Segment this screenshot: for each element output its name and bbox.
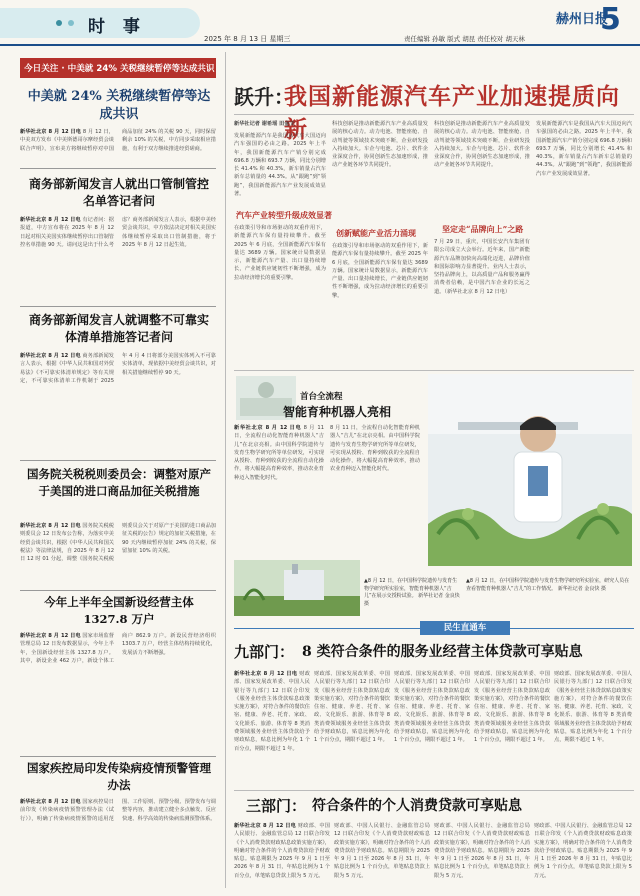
divider	[20, 590, 216, 591]
h1-headline: 8 类符合条件的服务业经营主体贷款可享贴息	[302, 644, 583, 660]
headline-unreliable-entity: 商务部新闻发言人就调整不可靠实体清单措施答记者问	[28, 313, 209, 344]
robot-caption-left: ▲8 月 12 日，在中国科学院遗传与发育生物学研究所实验室，智能育种机器人“吉儿”在展示交授粉试验。 新华社记者 金良快 摄	[364, 578, 460, 607]
robot-headline: 智能育种机器人亮相	[282, 405, 391, 419]
article-unreliable-entity-body	[20, 352, 216, 456]
lab-researcher-photo	[428, 374, 632, 566]
article-text: 商务部新闻发言人表示，根据《中华人民共和国对外贸易法》《不可靠实体清单规定》等有关规定，不可靠实体清单工作机制于 2025 年 4 月 4 日将部分美国实体列入不可靠实体清单，现依据中美经贸会谈共识，对相关措施继续暂停 90 天。	[20, 353, 216, 384]
divider	[234, 114, 634, 115]
robot-kicker: 首台全流程	[300, 392, 343, 402]
subhead-innovation: 创新赋能产业活力涌现	[336, 228, 416, 238]
subhead-upgrade: 汽车产业转型升级成效显著	[236, 210, 332, 220]
headline-tariff-commission: 国务院关税税则委员会：调整对原产于美国的进口商品加征关税措施	[27, 467, 211, 498]
today-focus-banner: 今日关注 · 中美就 24% 关税继续暂停等达成共识	[20, 58, 216, 78]
divider	[234, 790, 634, 791]
section-tab	[0, 8, 200, 38]
page-header	[0, 0, 640, 46]
article-text: 财政部、中国人民银行、金融监管总局 12 日联合印发《个人消费贷款财政贴息政策实施方案》，明确对符合条件的个人消费贷款给予财政贴息。贴息期限为 2025 年 9 月 1 日至 2026 年 8 月 31 日，年贴息比例为 1 个百分点，单笔贴息贷款上限为 5 万元。	[234, 823, 330, 879]
main-col4-upper: 科技创新是推动新能源汽车产业高质量发展的核心动力。动力电池、智能座舱、自动驾驶等领域技术突破不断，企业研发投入持续加大。车企与电池、芯片、软件企业深度合作，协同创新生态加速形成，推动产业链各环节共同提升。	[434, 121, 530, 169]
decor-dot	[68, 20, 74, 26]
divider	[20, 460, 216, 461]
reporters-line: 新华社记者 谢希瑶 田金文	[234, 121, 295, 127]
byline: 新华社北京 8 月 12 日电	[20, 633, 81, 639]
article-disease-warning-body	[20, 798, 216, 890]
byline: 新华社北京 8 月 12 日电	[20, 129, 82, 135]
article-text: 8 月 12 日，中美双方发布《中美斯德哥尔摩经贸会谈联合声明》，宣布美方将继续暂停对中国商品加征 24% 的关税 90 天，同时保留剩余 10% 的关税，中方同步采取相应措施，有利于双方继续推进经贸磋商。	[20, 129, 216, 152]
byline: 新华社北京 8 月 12 日电	[234, 425, 302, 431]
divider	[20, 756, 216, 757]
headline-new-entities: 今年上半年全国新设经营主体 1327.8 万户	[44, 595, 194, 626]
main-col1-text: 发展新能源汽车是我国从汽车大国迈向汽车强国的必由之路。2025 年上半年，我国新能源汽车产销分别完成 696.8 万辆和 693.7 万辆，同比分别增长 41.4% 和 40.3%，新车销量占汽车新车总销量的 44.3%。从“跟跑”到“领跑”，我国新能源汽车产业发展成效显著。	[234, 133, 326, 198]
robot-text-col1	[234, 424, 324, 554]
headline-tariff: 中美就 24% 关税继续暂停等达成共识	[27, 89, 211, 122]
column-divider	[225, 52, 226, 888]
editors-credit: 责任编辑 孙敏 版式 胡昆 责任校对 胡天林	[404, 35, 525, 43]
article-text: 国家疾控局日前印发《传染病疫情预警管理办法（试行）》，明确了传染病疫情预警的适用范围、工作原则、预警分级、预警发布与调整等内容，推动建立健全多点触发、反应快速、科学高效的传染病监测预警体系。	[20, 799, 216, 822]
article-text: 财政部、国家发展改革委、中国人民银行等九部门 12 日联合印发《服务业经营主体贷款贴息政策实施方案》，对符合条件的餐饮住宿、健康、养老、托育、家政、文化娱乐、旅游、体育等 8 类消费领域服务业经营主体贷款给予财政贴息，贴息比例为年化 1 个百分点，期限不超过 1 年。	[234, 671, 310, 752]
divider	[20, 168, 216, 169]
divider	[234, 370, 634, 371]
article-tariff-commission-body	[20, 522, 216, 588]
subhead-brand: 坚定走“品牌向上”之路	[442, 224, 524, 234]
byline: 新华社北京 8 月 12 日电	[20, 217, 81, 223]
article-text: 国家市场监督管理总局 12 日发布数据显示，今年上半年，全国新设经营主体 1327.8 万户。其中，新设企业 462 万户，新设个体工商户 862.9 万户。新设民营经济组织 1303.7 万户，经营主体结构持续优化，发展活力不断增强。	[20, 633, 216, 664]
divider	[20, 306, 216, 307]
h2-col4: 财政部、中国人民银行、金融监管总局 12 日联合印发《个人消费贷款财政贴息政策实施方案》，明确对符合条件的个人消费贷款给予财政贴息。贴息期限为 2025 年 9 月 1 日至 2026 年 8 月 31 日，年贴息比例为 1 个百分点，单笔贴息贷款上限为 5 万元。	[534, 823, 632, 879]
headline-disease-warning: 国家疾控局印发传染病疫情预警管理办法	[27, 761, 211, 792]
byline: 新华社北京 8 月 12 日电	[20, 353, 81, 359]
article-new-entities-body	[20, 632, 216, 754]
main-col3-lower: 在政策引导和市场驱动的双重作用下，新能源汽车保有量持续攀升。截至 2025 年 6 月底，全国新能源汽车保有量达 3689 万辆。国家统计局数据显示，新能源汽车产量、出口量持续增长，产业链供应链韧性不断增强，成为拉动经济增长的重要引擎。	[332, 243, 428, 299]
page-number: 5	[600, 2, 621, 37]
robot-text-col2: 8 月 11 日，全流程自动化智能育种机器人“吉儿”在北京亮相。由中国科学院遗传与发育生物学研究所等单位研发，可实现从授粉、育种到收获的全流程自动化操作，将大幅提高育种效率，推动农业育种迈入智能化时代。	[330, 425, 420, 473]
main-col4-lower: 7 月 29 日，重庆，中国长安汽车集团有限公司成立大会举行。近年来，国产新能源汽车品牌加快向高端化迈进，品牌价值和国际影响力显著提升。业内人士表示，坚持品牌向上，以高质量产品和服务赢得消费者信赖，是中国汽车企业的长远之道。（新华社北京 8 月 12 日电）	[434, 239, 530, 295]
main-col5-text: 发展新能源汽车是我国从汽车大国迈向汽车强国的必由之路。2025 年上半年，我国新能源汽车产销分别完成 696.8 万辆和 693.7 万辆，同比分别增长 41.4% 和 40.3%，新车销量占汽车新车总销量的 44.3%。从“跟跑”到“领跑”，我国新能源汽车产业发展成效显著。	[536, 121, 632, 177]
h2-headline: 符合条件的个人消费贷款可享贴息	[312, 798, 522, 814]
h2-col3: 财政部、中国人民银行、金融监管总局 12 日联合印发《个人消费贷款财政贴息政策实施方案》，明确对符合条件的个人消费贷款给予财政贴息。贴息期限为 2025 年 9 月 1 日至 2026 年 8 月 31 日，年贴息比例为 1 个百分点，单笔贴息贷款上限为 5 万元。	[434, 823, 530, 879]
article-export-control-body	[20, 216, 216, 302]
byline: 新华社北京 8 月 12 日电	[234, 823, 296, 829]
article-text: 有记者问：据报道，中方宣布将在 2025 年 8 月 12 日起对相关美国实体继续暂停出口管制管控名单措施 90 天。请问这是出于什么考虑？商务部新闻发言人表示，根据中美经贸会谈共识，中方依法决定对相关美国实体继续暂停采取出口管制措施，将于 2025 年 8 月 12 日起生效。	[20, 217, 216, 248]
main-col3-upper: 科技创新是推动新能源汽车产业高质量发展的核心动力。动力电池、智能座舱、自动驾驶等领域技术突破不断，企业研发投入持续加大。车企与电池、芯片、软件企业深度合作，协同创新生态加速形成，推动产业链各环节共同提升。	[332, 121, 428, 169]
byline: 新华社北京 8 月 12 日电	[20, 523, 81, 529]
h1-col3: 财政部、国家发展改革委、中国人民银行等九部门 12 日联合印发《服务业经营主体贷款贴息政策实施方案》，对符合条件的餐饮住宿、健康、养老、托育、家政、文化娱乐、旅游、体育等 8 类消费领域服务业经营主体贷款给予财政贴息，贴息比例为年化 1 个百分点，期限不超过 1 年。	[394, 671, 470, 744]
robot-caption-right: ▲8 月 12 日，在中国科学院遗传与发育生物学研究所实验室，研究人员在查看智能育种机器人“吉儿”的工作情况。 新华社记者 金良快 摄	[466, 578, 630, 592]
h2-col1	[234, 822, 330, 890]
main-col2-text: 在政策引导和市场驱动的双重作用下，新能源汽车保有量持续攀升。截至 2025 年 6 月底，全国新能源汽车保有量达 3689 万辆。国家统计局数据显示，新能源汽车产量、出口量持续增长，产业链供应链韧性不断增强，成为拉动经济增长的重要引擎。	[234, 225, 326, 281]
h2-col2: 财政部、中国人民银行、金融监管总局 12 日联合印发《个人消费贷款财政贴息政策实施方案》，明确对符合条件的个人消费贷款给予财政贴息。贴息期限为 2025 年 9 月 1 日至 2026 年 8 月 31 日，年贴息比例为 1 个百分点，单笔贴息贷款上限为 5 万元。	[334, 823, 430, 879]
article-text: 8 月 11 日，全流程自动化智能育种机器人“吉儿”在北京亮相。由中国科学院遗传与发育生物学研究所等单位研发，可实现从授粉、育种到收获的全流程自动化操作，将大幅提高育种效率，推动农业育种迈入智能化时代。	[234, 425, 324, 481]
byline: 新华社北京 8 月 12 日电	[234, 671, 298, 677]
headline-export-control: 商务部新闻发言人就出口管制管控名单答记者问	[28, 177, 209, 208]
h1-col5: 财政部、国家发展改革委、中国人民银行等九部门 12 日联合印发《服务业经营主体贷款贴息政策实施方案》，对符合条件的餐饮住宿、健康、养老、托育、家政、文化娱乐、旅游、体育等 8 类消费领域服务业经营主体贷款给予财政贴息，贴息比例为年化 1 个百分点，期限不超过 1 年。	[554, 671, 632, 744]
h1-col4: 财政部、国家发展改革委、中国人民银行等九部门 12 日联合印发《服务业经营主体贷款贴息政策实施方案》，对符合条件的餐饮住宿、健康、养老、托育、家政、文化娱乐、旅游、体育等 8 类消费领域服务业经营主体贷款给予财政贴息，贴息比例为年化 1 个百分点，期限不超过 1 年。	[474, 671, 550, 744]
header-rule	[0, 44, 640, 46]
article-tariff-body	[20, 128, 216, 162]
byline: 新华社北京 8 月 12 日电	[20, 799, 81, 805]
section-name: 时 事	[88, 17, 146, 37]
main-headline-kicker: 跃升：	[234, 85, 294, 109]
issue-date: 2025 年 8 月 13 日 星期三	[204, 35, 291, 43]
article-text: 国务院关税税则委员会 12 日发布公告称，为落实中美经贸会谈共识，根据《中华人民共和国关税法》等法律法规，自 2025 年 8 月 12 日 12 时 01 分起，调整《国务院关税税则委员会关于对原产于美国的进口商品加征关税的公告》规定的加征关税措施，在 90 天内继续暂停加征 24% 的关税，保留加征 10% 的关税。	[20, 523, 216, 563]
decor-dot	[56, 20, 62, 26]
h1-col2: 财政部、国家发展改革委、中国人民银行等九部门 12 日联合印发《服务业经营主体贷款贴息政策实施方案》，对符合条件的餐饮住宿、健康、养老、托育、家政、文化娱乐、旅游、体育等 8 类消费领域服务业经营主体贷款给予财政贴息，贴息比例为年化 1 个百分点，期限不超过 1 年。	[314, 671, 390, 744]
masthead-logo: 赫州日报	[556, 12, 609, 27]
robot-greenhouse-photo	[234, 560, 360, 616]
h1-kicker: 九部门：	[234, 643, 295, 661]
main-headline: 我国新能源汽车产业加速提质向新	[284, 84, 620, 143]
h2-kicker: 三部门：	[246, 797, 307, 815]
h1-col1	[234, 670, 310, 786]
livelihood-band: 民生直通车	[420, 621, 510, 635]
